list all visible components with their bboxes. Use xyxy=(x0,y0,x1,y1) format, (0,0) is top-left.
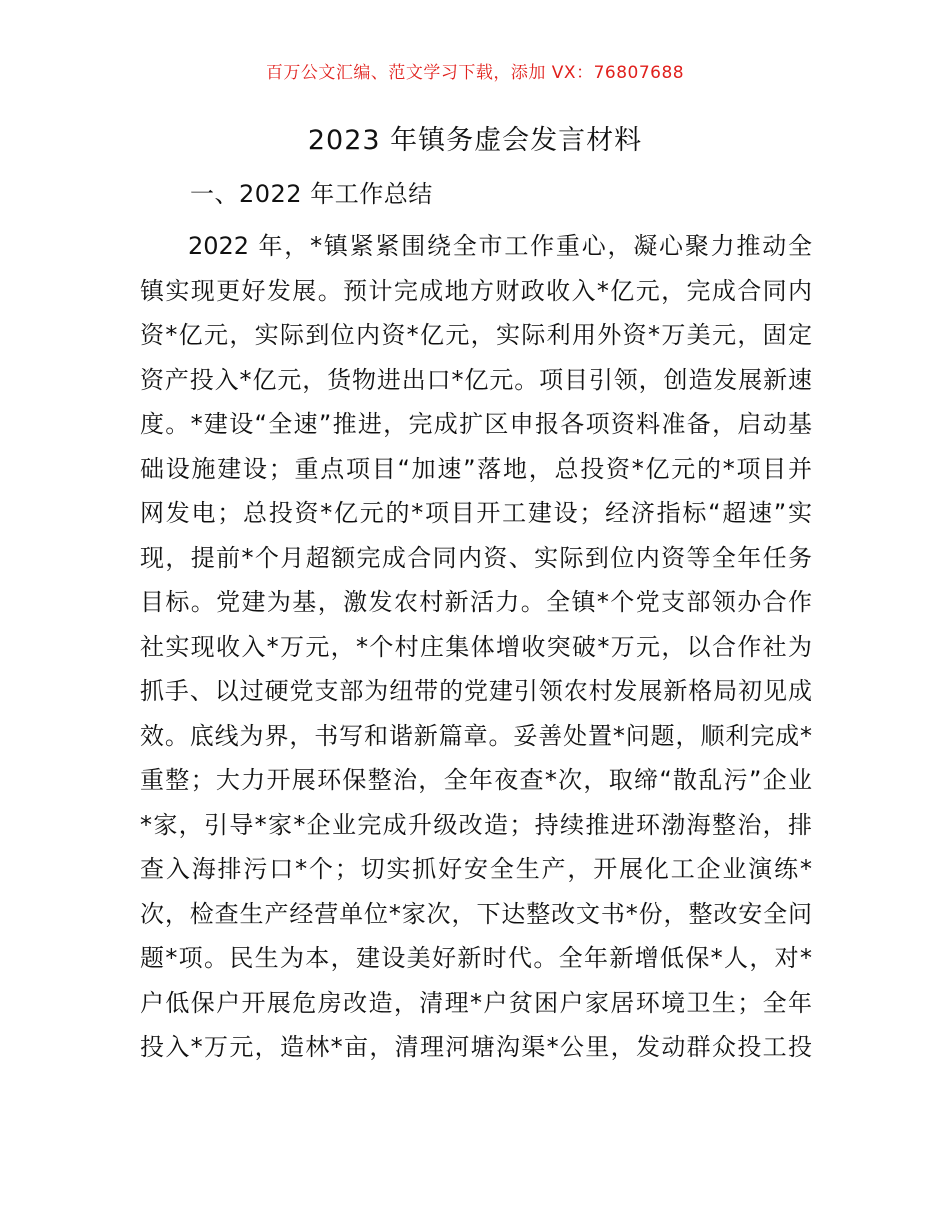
body-line: 查入海排污口*个；切实抓好安全生产，开展化工企业演练* xyxy=(140,855,812,883)
body-line: 社实现收入*万元，*个村庄集体增收突破*万元，以合作社为 xyxy=(140,632,812,661)
body-line: 效。底线为界，书写和谐新篇章。妥善处置*问题，顺利完成* xyxy=(140,721,812,750)
header-notice: 百万公文汇编、范文学习下载，添加 VX：76807688 xyxy=(265,63,685,83)
body-line: 现，提前*个月超额完成合同内资、实际到位内资等全年任务 xyxy=(140,543,812,572)
body-line: 次，检查生产经营单位*家次，下达整改文书*份，整改安全问 xyxy=(140,899,812,928)
body-line: 资*亿元，实际到位内资*亿元，实际利用外资*万美元，固定 xyxy=(140,321,812,349)
body-line: 重整；大力开展环保整治，全年夜查*次，取缔“散乱污”企业 xyxy=(140,766,812,794)
body-line: 础设施建设；重点项目“加速”落地，总投资*亿元的*项目并 xyxy=(140,454,812,483)
body-line: 目标。党建为基，激发农村新活力。全镇*个党支部领办合作 xyxy=(140,588,812,616)
body-line: 网发电；总投资*亿元的*项目开工建设；经济指标“超速”实 xyxy=(140,499,812,527)
body-line: 户低保户开展危房改造，清理*户贫困户家居环境卫生；全年 xyxy=(140,988,812,1017)
body-line: 投入*万元，造林*亩，清理河塘沟渠*公里，发动群众投工投 xyxy=(140,1033,812,1061)
body-line: 度。*建设“全速”推进，完成扩区申报各项资料准备，启动基 xyxy=(140,410,812,438)
body-line: 镇实现更好发展。预计完成地方财政收入*亿元，完成合同内 xyxy=(140,276,812,305)
body-line: 题*项。民生为本，建设美好新时代。全年新增低保*人，对* xyxy=(140,944,812,972)
body-line: *家，引导*家*企业完成升级改造；持续推进环渤海整治，排 xyxy=(140,810,812,839)
document-title: 2023 年镇务虚会发言材料 xyxy=(307,125,643,156)
body-line: 2022 年，*镇紧紧围绕全市工作重心，凝心聚力推动全 xyxy=(188,232,812,260)
body-line: 抓手、以过硬党支部为纽带的党建引领农村发展新格局初见成 xyxy=(140,677,812,705)
body-line: 资产投入*亿元，货物进出口*亿元。项目引领，创造发展新速 xyxy=(140,365,812,394)
section-heading: 一、2022 年工作总结 xyxy=(190,180,433,208)
body-paragraph xyxy=(140,224,812,1070)
